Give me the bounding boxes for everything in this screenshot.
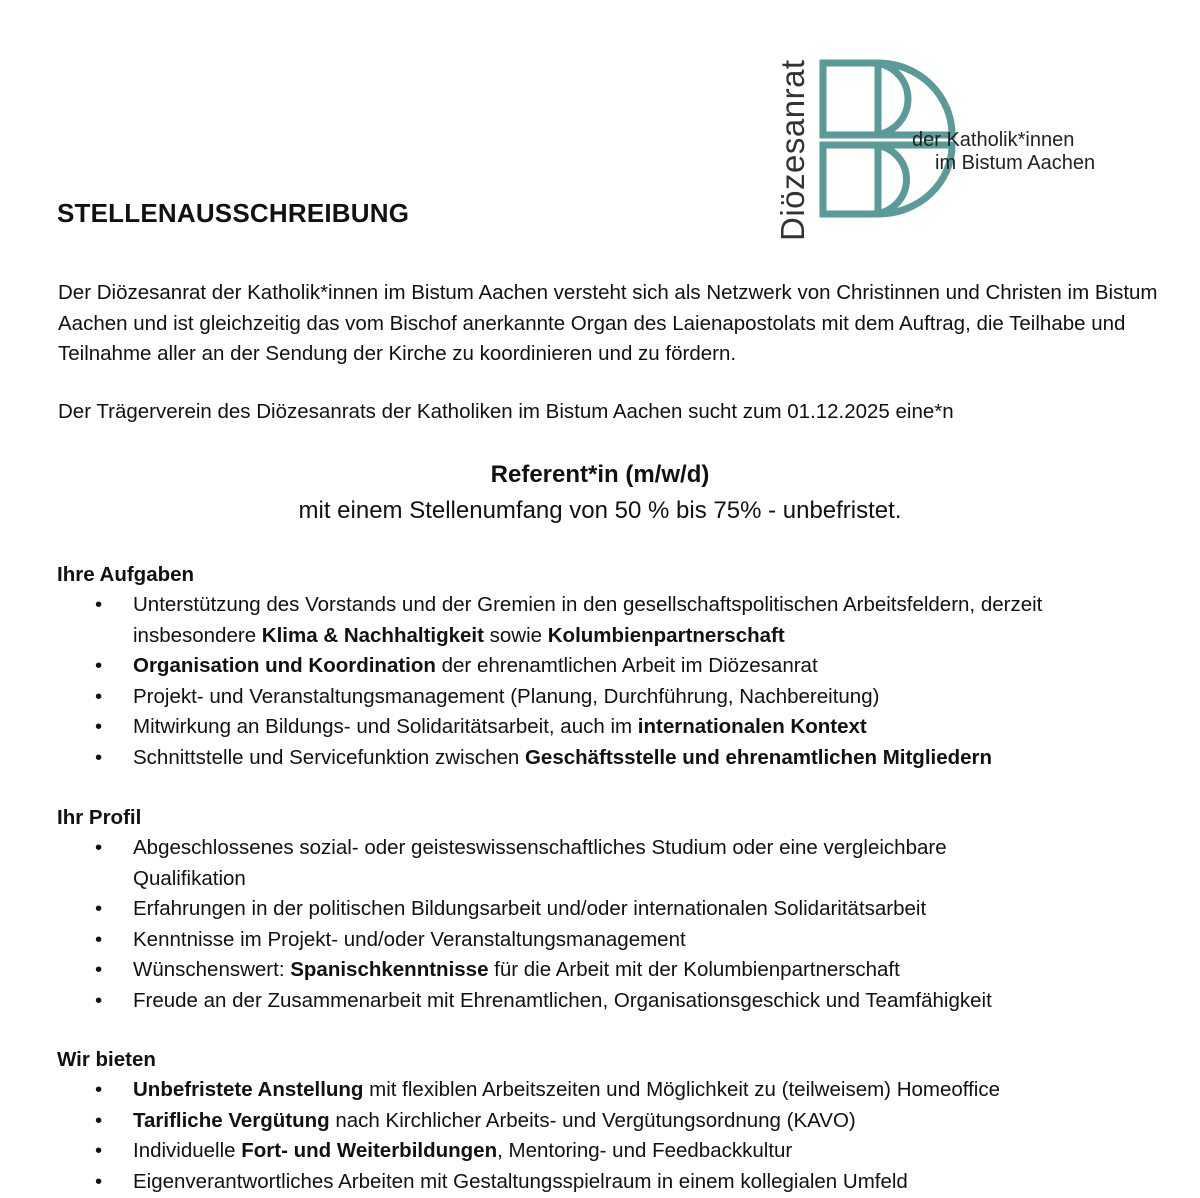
bullet-icon: • xyxy=(95,654,103,677)
bullet-icon: • xyxy=(95,1169,103,1193)
bullet-icon: • xyxy=(95,988,103,1012)
list-item: • Tarifliche Vergütung nach Kirchlicher Arbeits- und Vergütungsordnung (KAVO) xyxy=(57,1106,1157,1137)
bullet-icon: • xyxy=(95,715,103,738)
section-profil xyxy=(57,803,1157,1016)
list-item: • Erfahrungen in der politischen Bildungsarbeit und/oder internationalen Solidaritätsarbeit xyxy=(57,894,1157,925)
position-subtitle: mit einem Stellenumfang von 50 % bis 75% - unbefristet. xyxy=(298,497,902,524)
bullet-icon: • xyxy=(95,958,103,981)
list-item: • Eigenverantwortliches Arbeiten mit Gestaltungsspielraum in einem kollegialen Umfeld xyxy=(57,1167,1157,1198)
bullet-icon: • xyxy=(95,836,103,859)
list-item: • Organisation und Koordination der ehrenamtlichen Arbeit im Diözesanrat xyxy=(57,651,1157,682)
section-title: Wir bieten xyxy=(57,1048,156,1071)
list-item: • Projekt- und Veranstaltungsmanagement (Planung, Durchführung, Nachbereitung) xyxy=(57,682,1157,713)
bullet-icon: • xyxy=(95,927,103,951)
bieten-list xyxy=(57,1075,1157,1197)
section-title: Ihre Aufgaben xyxy=(57,563,195,586)
list-item: • Unbefristete Anstellung mit flexiblen Arbeitszeiten und Möglichkeit zu (teilweisem) Homeoffice xyxy=(57,1075,1157,1106)
intro-paragraph: Der Diözesanrat der Katholik*innen im Bistum Aachen versteht sich als Netzwerk von Christinnen und Christen im Bistum Aachen und ist gleichzeitig das vom Bischof anerkannte Organ des Laienapostolats mit dem Auftrag, die Teilhabe und Teilnahme aller an der Sendung der Kirche zu koordinieren und zu fördern. xyxy=(58,281,1158,365)
list-item: • Freude an der Zusammenarbeit mit Ehrenamtlichen, Organisationsgeschick und Teamfähigkeit xyxy=(57,986,1157,1017)
position-title: Referent*in (m/w/d) xyxy=(490,461,710,488)
logo-line1: der Katholik*innen xyxy=(912,129,1075,151)
logo-line2: im Bistum Aachen xyxy=(935,152,1096,174)
logo-vertical-text: Diözesanrat xyxy=(774,59,811,241)
section-title: Ihr Profil xyxy=(57,806,142,829)
list-item: • Wünschenswert: Spanischkenntnisse für die Arbeit mit der Kolumbienpartnerschaft xyxy=(57,955,1157,986)
section-aufgaben xyxy=(57,560,1157,773)
logo xyxy=(760,56,1120,241)
list-item: • Schnittstelle und Servicefunktion zwischen Geschäftsstelle und ehrenamtlichen Mitgliedern xyxy=(57,743,1157,774)
page-title: STELLENAUSSCHREIBUNG xyxy=(57,198,410,228)
bullet-icon: • xyxy=(95,1108,103,1132)
aufgaben-list xyxy=(57,590,1157,773)
search-statement: Der Trägerverein des Diözesanrats der Katholiken im Bistum Aachen sucht zum 01.12.2025 eine*n xyxy=(58,400,954,423)
bullet-icon: • xyxy=(95,897,103,920)
list-item: • Kenntnisse im Projekt- und/oder Veranstaltungsmanagement xyxy=(57,925,1157,956)
bullet-icon: • xyxy=(95,684,103,708)
profil-list xyxy=(57,833,1157,1016)
section-bieten xyxy=(57,1045,1157,1197)
bullet-icon: • xyxy=(95,1139,103,1162)
bullet-icon: • xyxy=(95,593,103,616)
bullet-icon: • xyxy=(95,1078,103,1101)
bullet-icon: • xyxy=(95,745,103,769)
list-item: • Mitwirkung an Bildungs- und Solidaritätsarbeit, auch im internationalen Kontext xyxy=(57,712,1157,743)
list-item: • Unterstützung des Vorstands und der Gremien in den gesellschaftspolitischen Arbeitsfeldern, derzeit insbesondere Klima & Nachhaltigkeit sowie Kolumbienpartnerschaft xyxy=(57,590,1157,651)
list-item: • Abgeschlossenes sozial- oder geisteswissenschaftliches Studium oder eine vergleichbare Qualifikation xyxy=(57,833,1157,894)
list-item: • Individuelle Fort- und Weiterbildungen, Mentoring- und Feedbackkultur xyxy=(57,1136,1157,1167)
